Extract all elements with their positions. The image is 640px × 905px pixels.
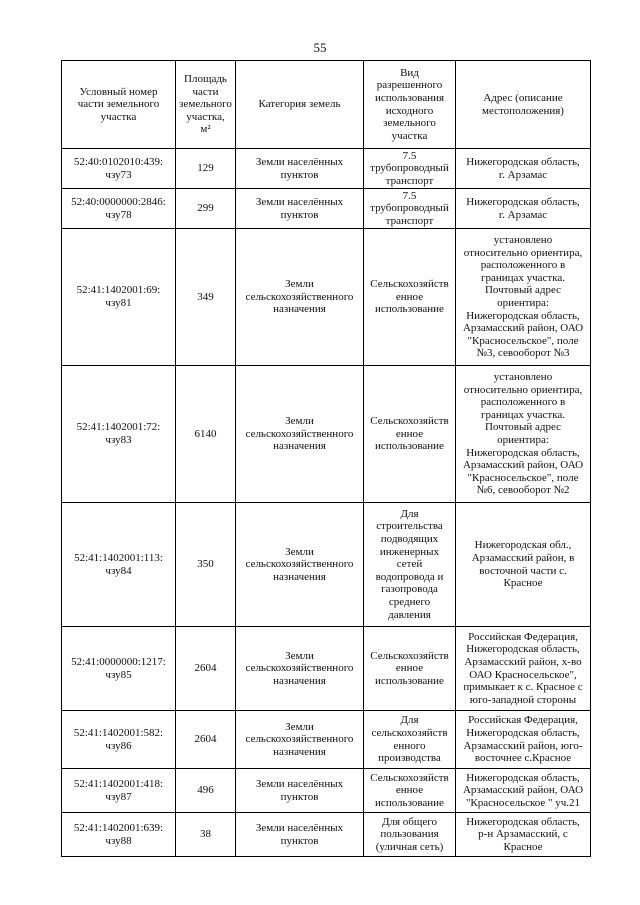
address-cell: установлено относительно ориентира, расположенного в границах участка. Почтовый адрес ориентира: Нижегородская область, Арзамасский район, ОАО "Красносельское", поле №3, севооборот №3 — [456, 229, 591, 366]
parcel-number-cell: 52:40:0102010:439: чзу73 — [62, 149, 176, 189]
use-cell: Для общего пользования (уличная сеть) — [364, 813, 456, 857]
header-permitted-use: Вид разрешенного использования исходного земельного участка — [364, 61, 456, 149]
category-cell: Земли сельскохозяйственного назначения — [236, 627, 364, 711]
use-cell: Для сельскохозяйств енного производства — [364, 711, 456, 769]
table-row — [62, 503, 591, 627]
parcel-number-cell: 52:41:1402001:582: чзу86 — [62, 711, 176, 769]
parcel-number-cell: 52:41:1402001:639: чзу88 — [62, 813, 176, 857]
table-row — [62, 189, 591, 229]
category-cell: Земли сельскохозяйственного назначения — [236, 711, 364, 769]
address-cell: установлено относительно ориентира, расположенного в границах участка. Почтовый адрес ориентира: Нижегородская область, Арзамасский район, ОАО "Красносельское", поле №6, севооборот №2 — [456, 366, 591, 503]
table-row — [62, 229, 591, 366]
parcel-number-cell: 52:41:1402001:69: чзу81 — [62, 229, 176, 366]
use-cell: Сельскохозяйств енное использование — [364, 627, 456, 711]
address-cell: Нижегородская область, Арзамасский район, ОАО "Красносельское " уч.21 — [456, 769, 591, 813]
category-cell: Земли населённых пунктов — [236, 149, 364, 189]
table-row — [62, 711, 591, 769]
land-parcel-table — [61, 60, 591, 857]
parcel-number-cell: 52:41:1402001:418: чзу87 — [62, 769, 176, 813]
use-cell: Для строительства подводящих инженерных сетей водопровода и газопровода среднего давления — [364, 503, 456, 627]
area-cell: 496 — [176, 769, 236, 813]
table-row — [62, 769, 591, 813]
category-cell: Земли населённых пунктов — [236, 189, 364, 229]
address-cell: Нижегородская область, р-н Арзамасский, с Красное — [456, 813, 591, 857]
address-cell: Российская Федерация, Нижегородская область, Арзамасский район, х-во ОАО Красносельское", примыкает к с. Красное с юго-западной стороны — [456, 627, 591, 711]
page-number: 55 — [313, 40, 327, 55]
header-area: Площадь части земельного участка, м² — [176, 61, 236, 149]
header-parcel-number: Условный номер части земельного участка — [62, 61, 176, 149]
use-cell: Сельскохозяйств енное использование — [364, 769, 456, 813]
parcel-number-cell: 52:41:0000000:1217: чзу85 — [62, 627, 176, 711]
table-row — [62, 149, 591, 189]
header-address: Адрес (описание местоположения) — [456, 61, 591, 149]
table-row — [62, 813, 591, 857]
address-cell: Нижегородская обл., Арзамасский район, в восточной части с. Красное — [456, 503, 591, 627]
address-cell: Нижегородская область, г. Арзамас — [456, 189, 591, 229]
area-cell: 349 — [176, 229, 236, 366]
use-cell: Сельскохозяйств енное использование — [364, 366, 456, 503]
table-row — [62, 627, 591, 711]
area-cell: 299 — [176, 189, 236, 229]
area-cell: 38 — [176, 813, 236, 857]
parcel-number-cell: 52:41:1402001:72: чзу83 — [62, 366, 176, 503]
table-header-row — [62, 61, 591, 149]
category-cell: Земли сельскохозяйственного назначения — [236, 366, 364, 503]
parcel-number-cell: 52:41:1402001:113: чзу84 — [62, 503, 176, 627]
use-cell: 7.5 трубопроводный транспорт — [364, 149, 456, 189]
category-cell: Земли населённых пунктов — [236, 813, 364, 857]
category-cell: Земли сельскохозяйственного назначения — [236, 503, 364, 627]
area-cell: 129 — [176, 149, 236, 189]
parcel-number-cell: 52:40:0000000:2846: чзу78 — [62, 189, 176, 229]
table-row — [62, 366, 591, 503]
address-cell: Российская Федерация, Нижегородская область, Арзамасский район, юго- восточнее с.Красное — [456, 711, 591, 769]
address-cell: Нижегородская область, г. Арзамас — [456, 149, 591, 189]
use-cell: 7.5 трубопроводный транспорт — [364, 189, 456, 229]
area-cell: 350 — [176, 503, 236, 627]
area-cell: 2604 — [176, 627, 236, 711]
category-cell: Земли населённых пунктов — [236, 769, 364, 813]
category-cell: Земли сельскохозяйственного назначения — [236, 229, 364, 366]
area-cell: 6140 — [176, 366, 236, 503]
area-cell: 2604 — [176, 711, 236, 769]
use-cell: Сельскохозяйств енное использование — [364, 229, 456, 366]
header-land-category: Категория земель — [236, 61, 364, 149]
